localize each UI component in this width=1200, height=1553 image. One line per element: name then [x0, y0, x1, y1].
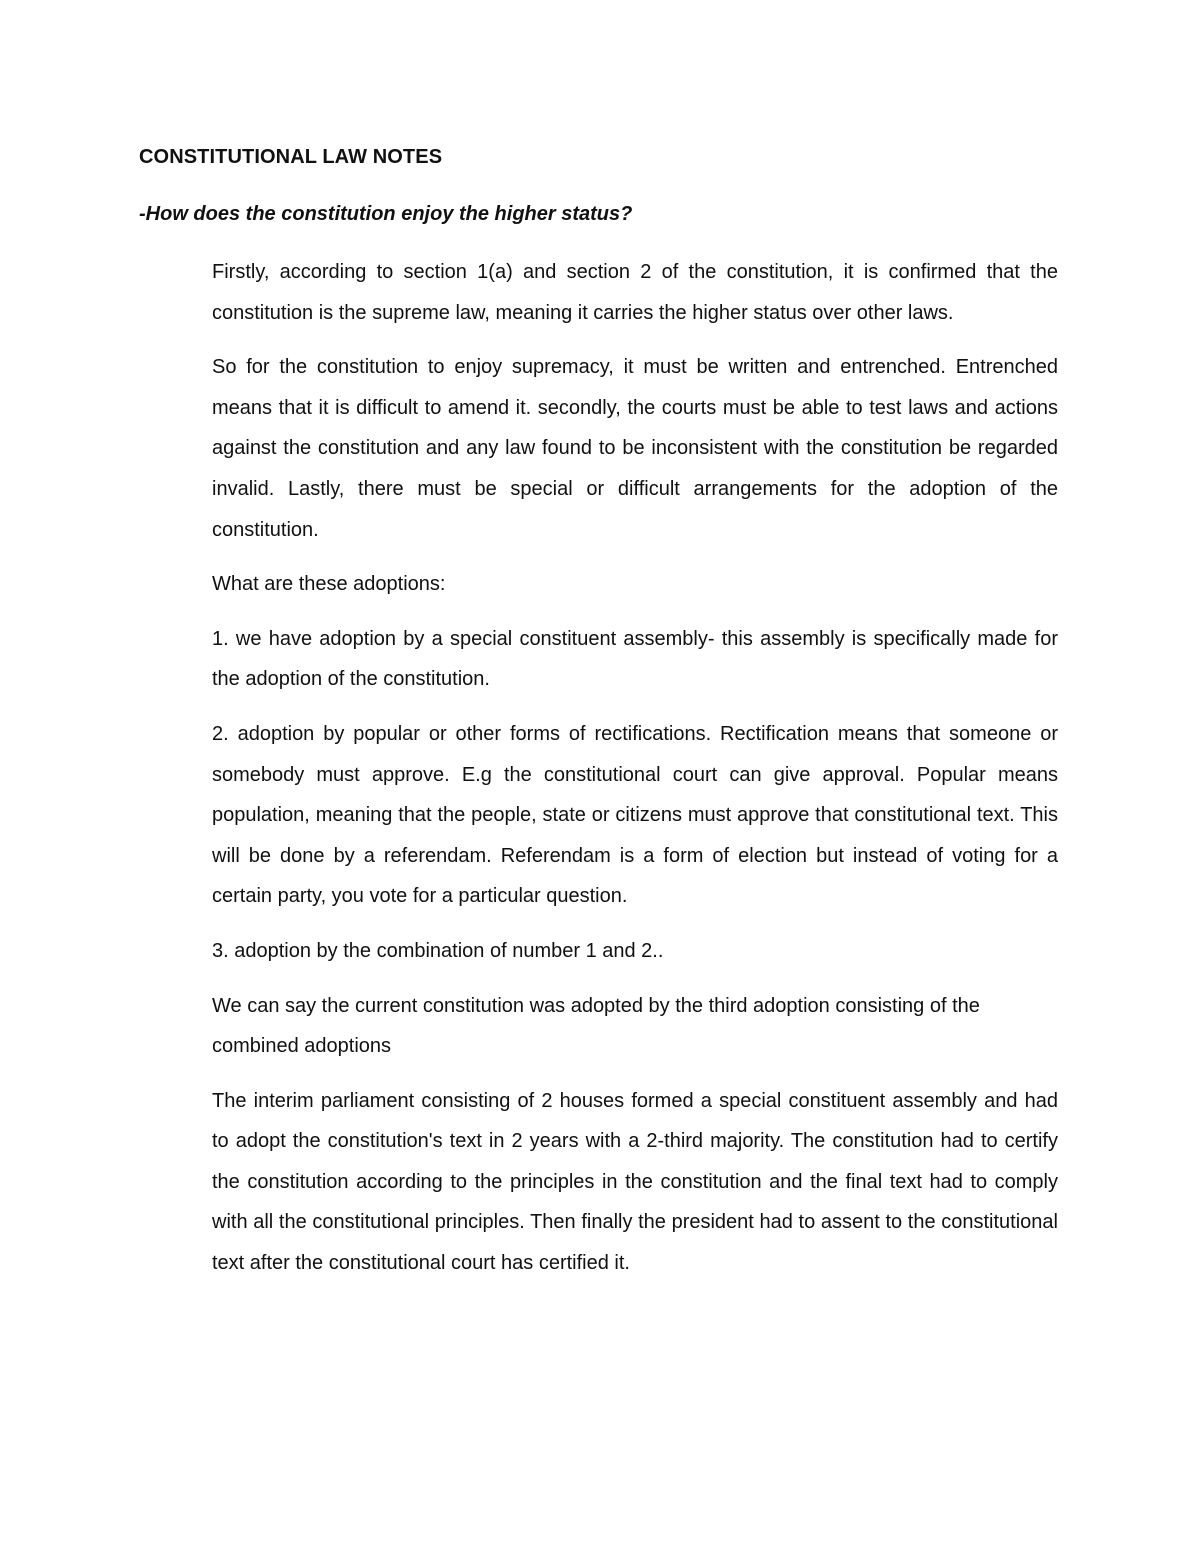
paragraph-interim-parliament: The interim parliament consisting of 2 houses formed a special constituent assembly and had to adopt the constitution's text in 2 years with a 2-third majority. The constitution had to certify the constitution according to the principles in the constitution and the final text had to comply with all the constitutional principles. Then finally the president had to assent to the constitutional text after the constitutional court has certified it.: [212, 1089, 1058, 1275]
document-body: [212, 252, 1058, 1298]
paragraph-supremacy-requirements: So for the constitution to enjoy supremacy, it must be written and entrenched. Entrenched means that it is difficult to amend it. secondly, the courts must be able to test laws and actions against the constitution and any law found to be inconsistent with the constitution be regarded invalid. Lastly, there must be special or difficult arrangements for the adoption of the constitution.: [212, 356, 1058, 541]
paragraph-adoption-3: 3. adoption by the combination of number 1 and 2..: [212, 939, 664, 962]
section-question: -How does the constitution enjoy the higher status?: [139, 203, 633, 225]
document-title: CONSTITUTIONAL LAW NOTES: [139, 146, 443, 168]
paragraph-adoption-1: 1. we have adoption by a special constituent assembly- this assembly is specifically made for the adoption of the constitution.: [212, 627, 1058, 691]
paragraph-adoption-2: 2. adoption by popular or other forms of rectifications. Rectification means that someone or somebody must approve. E.g the constitutional court can give approval. Popular means population, meaning that the people, state or citizens must approve that constitutional text. This will be done by a referendam. Referendam is a form of election but instead of voting for a certain party, you vote for a particular question.: [212, 722, 1058, 908]
paragraph-adoptions-question: What are these adoptions:: [212, 573, 446, 596]
paragraph-current-constitution: We can say the current constitution was adopted by the third adoption consisting of the combined adoptions: [212, 994, 980, 1058]
paragraph-supreme-law: Firstly, according to section 1(a) and section 2 of the constitution, it is confirmed that the constitution is the supreme law, meaning it carries the higher status over other laws.: [212, 261, 1058, 324]
